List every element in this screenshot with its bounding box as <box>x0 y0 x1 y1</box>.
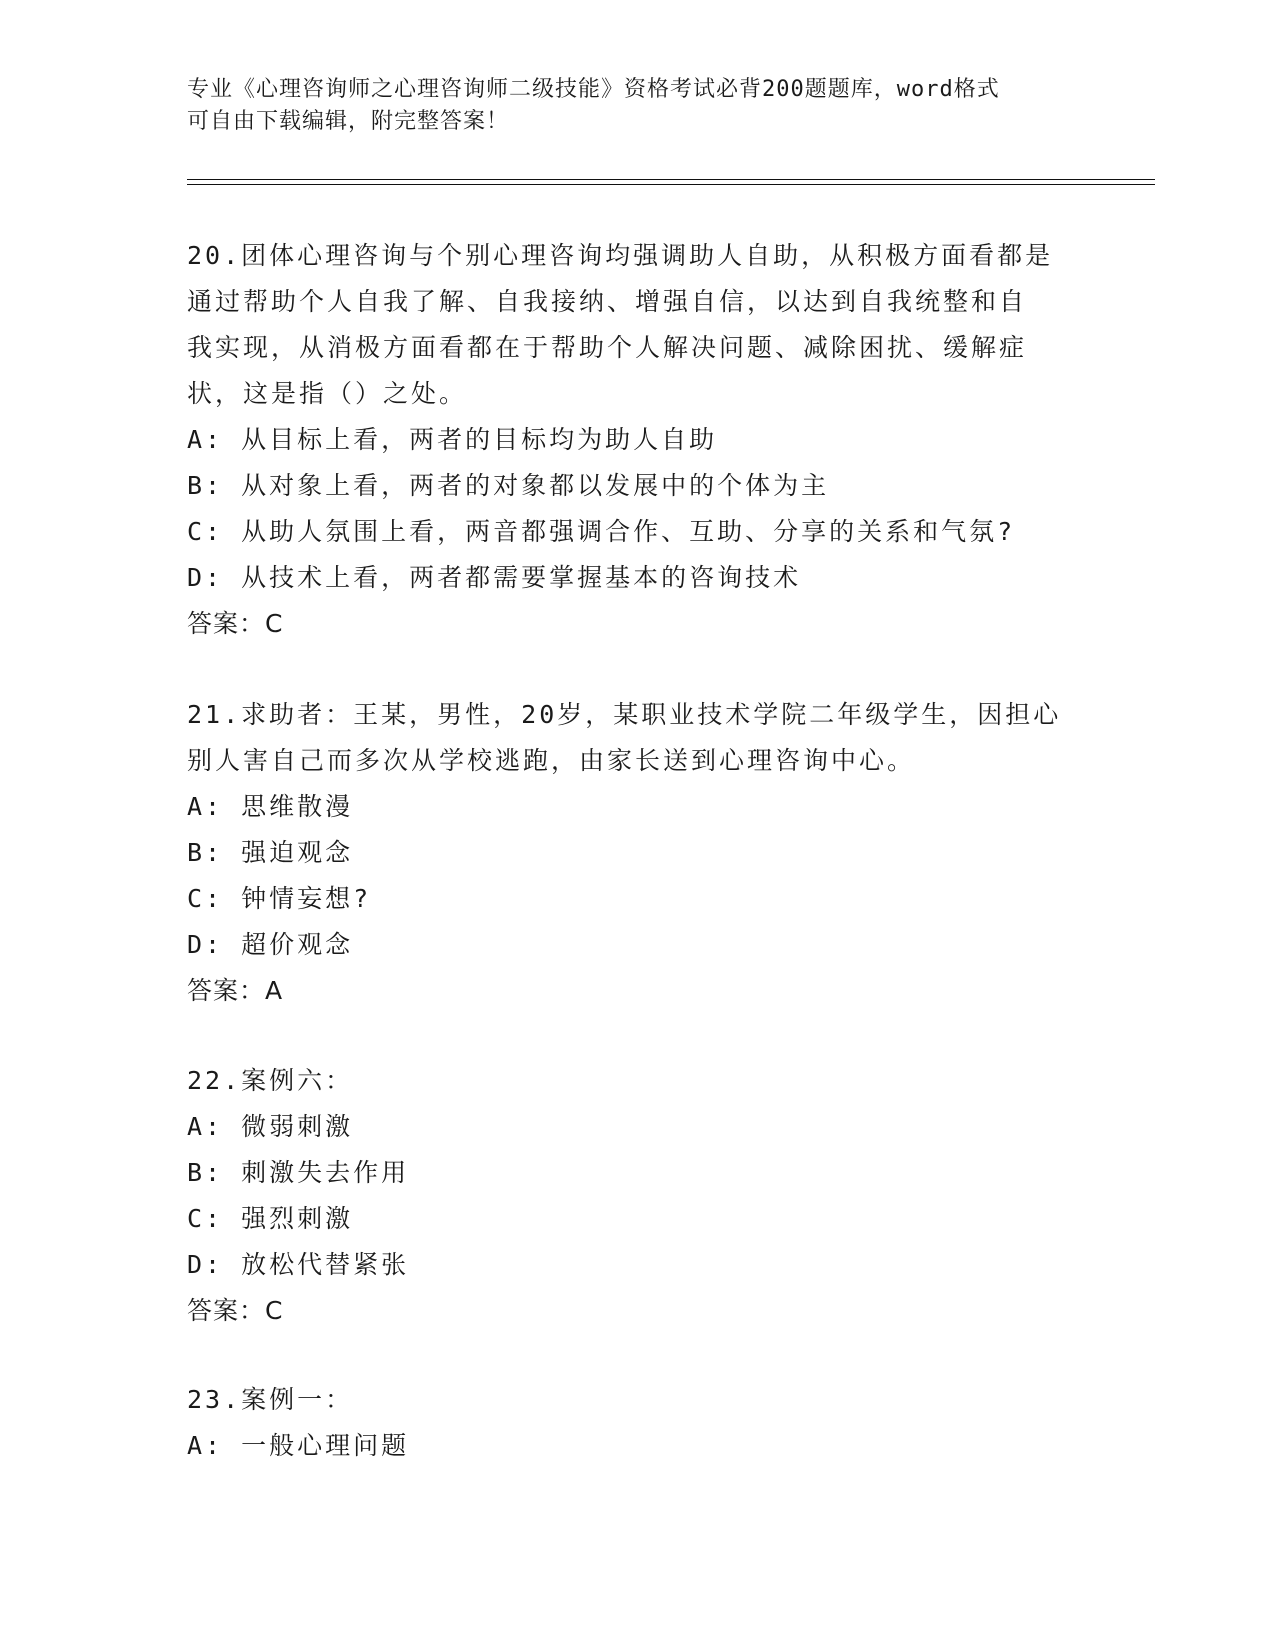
question-number: 22. <box>187 1066 242 1095</box>
question-number: 23. <box>187 1385 242 1414</box>
answer-value: A <box>265 976 284 1005</box>
option-a: A: 思维散漫 <box>187 792 354 821</box>
answer-line: 答案：A <box>187 976 284 1005</box>
header-line-1: 专业《心理咨询师之心理咨询师二级技能》资格考试必背200题题库，word格式 <box>187 77 1000 102</box>
answer-value: C <box>265 609 284 638</box>
question-stem-line: 21.求助者：王某，男性，20岁，某职业技术学院二年级学生，因担心 <box>187 700 1062 729</box>
question-stem-line: 22.案例六： <box>187 1066 354 1095</box>
question-stem-line: 23.案例一： <box>187 1385 354 1414</box>
answer-value: C <box>265 1296 284 1325</box>
option-a: A: 微弱刺激 <box>187 1112 354 1141</box>
question-stem-line: 别人害自己而多次从学校逃跑，由家长送到心理咨询中心。 <box>187 746 916 775</box>
option-c: C: 钟情妄想? <box>187 884 372 913</box>
question-21 <box>187 692 1087 1014</box>
question-stem-line: 通过帮助个人自我了解、自我接纳、增强自信，以达到自我统整和自 <box>187 287 1028 316</box>
option-a: A: 从目标上看，两者的目标均为助人自助 <box>187 425 718 454</box>
question-stem-line: 20.团体心理咨询与个别心理咨询均强调助人自助，从积极方面看都是 <box>187 241 1054 270</box>
question-22 <box>187 1058 1087 1334</box>
question-stem-line: 我实现，从消极方面看都在于帮助个人解决问题、减除困扰、缓解症 <box>187 333 1028 362</box>
question-23 <box>187 1377 1087 1469</box>
option-d: D: 放松代替紧张 <box>187 1250 410 1279</box>
header-divider-bottom <box>187 184 1155 185</box>
question-number: 21. <box>187 700 242 729</box>
option-c: C: 强烈刺激 <box>187 1204 354 1233</box>
document-header <box>187 74 1087 138</box>
answer-line: 答案：C <box>187 1296 284 1325</box>
option-b: B: 从对象上看，两者的对象都以发展中的个体为主 <box>187 471 830 500</box>
option-d: D: 超价观念 <box>187 930 354 959</box>
header-divider-top <box>187 179 1155 180</box>
option-c: C: 从助人氛围上看，两音都强调合作、互助、分享的关系和气氛? <box>187 517 1016 546</box>
option-a: A: 一般心理问题 <box>187 1431 410 1460</box>
option-d: D: 从技术上看，两者都需要掌握基本的咨询技术 <box>187 563 802 592</box>
answer-line: 答案：C <box>187 609 284 638</box>
question-20 <box>187 233 1087 647</box>
question-stem-line: 状，这是指（）之处。 <box>187 379 468 408</box>
option-b: B: 刺激失去作用 <box>187 1158 410 1187</box>
question-number: 20. <box>187 241 242 270</box>
header-line-2: 可自由下载编辑，附完整答案！ <box>187 109 510 134</box>
option-b: B: 强迫观念 <box>187 838 354 867</box>
